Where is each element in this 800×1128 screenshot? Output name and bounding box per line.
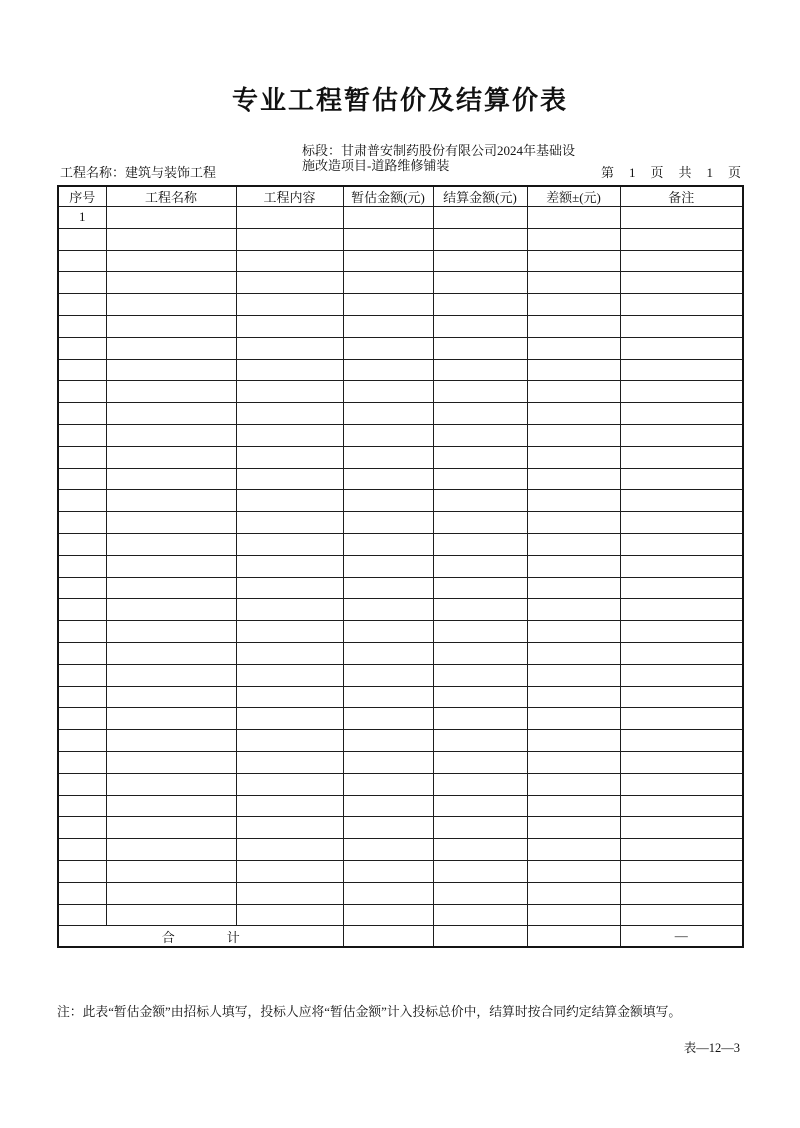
table-cell <box>58 773 106 795</box>
table-cell <box>58 730 106 752</box>
table-cell <box>620 599 743 621</box>
table-cell <box>236 751 343 773</box>
table-cell <box>620 904 743 926</box>
table-row <box>58 708 743 730</box>
table-cell <box>236 555 343 577</box>
table-cell <box>433 381 527 403</box>
table-cell <box>527 730 620 752</box>
table-row <box>58 882 743 904</box>
table-cell <box>620 860 743 882</box>
table-cell <box>236 272 343 294</box>
table-cell <box>620 730 743 752</box>
table-cell <box>620 533 743 555</box>
table-cell <box>620 490 743 512</box>
table-row <box>58 337 743 359</box>
table-cell <box>343 294 433 316</box>
table-cell <box>106 359 236 381</box>
table-cell <box>433 642 527 664</box>
table-cell <box>620 424 743 446</box>
table-cell <box>527 686 620 708</box>
table-cell <box>620 228 743 250</box>
table-cell <box>106 599 236 621</box>
table-cell <box>106 381 236 403</box>
table-cell <box>620 250 743 272</box>
table-cell <box>527 381 620 403</box>
table-cell <box>527 621 620 643</box>
table-cell <box>433 403 527 425</box>
table-cell <box>343 446 433 468</box>
table-cell <box>58 882 106 904</box>
table-cell <box>620 359 743 381</box>
table-cell <box>527 664 620 686</box>
project-name-label: 工程名称： <box>60 165 126 180</box>
table-row <box>58 555 743 577</box>
table-cell <box>58 839 106 861</box>
table-row <box>58 250 743 272</box>
table-cell <box>343 424 433 446</box>
table-cell <box>343 272 433 294</box>
table-cell <box>236 642 343 664</box>
column-header-name: 工程名称 <box>106 186 236 207</box>
table-cell <box>527 795 620 817</box>
table-cell <box>236 250 343 272</box>
table-cell <box>236 468 343 490</box>
table-cell <box>58 751 106 773</box>
table-cell <box>58 708 106 730</box>
table-cell <box>106 403 236 425</box>
table-cell <box>343 730 433 752</box>
table-cell <box>236 621 343 643</box>
table-cell <box>106 882 236 904</box>
table-cell <box>236 817 343 839</box>
table-cell <box>620 337 743 359</box>
table-cell <box>527 207 620 229</box>
table-cell <box>236 359 343 381</box>
table-cell <box>106 860 236 882</box>
form-code: 表—12—3 <box>683 1041 740 1055</box>
table-cell <box>433 490 527 512</box>
table-cell <box>58 904 106 926</box>
table-cell <box>433 337 527 359</box>
table-cell <box>433 860 527 882</box>
table-cell <box>620 315 743 337</box>
table-cell <box>433 904 527 926</box>
table-cell <box>527 904 620 926</box>
table-cell <box>236 686 343 708</box>
table-cell <box>620 708 743 730</box>
table-cell <box>343 250 433 272</box>
column-header-difference: 差额±(元) <box>527 186 620 207</box>
table-cell <box>58 228 106 250</box>
table-cell <box>58 860 106 882</box>
table-row <box>58 642 743 664</box>
table-cell <box>433 795 527 817</box>
table-cell <box>620 446 743 468</box>
table-cell <box>343 860 433 882</box>
table-cell <box>106 642 236 664</box>
table-cell <box>433 207 527 229</box>
table-cell <box>433 751 527 773</box>
table-cell <box>106 839 236 861</box>
table-cell <box>58 468 106 490</box>
section-line-1: 标段：甘肃普安制药股份有限公司2024年基础设 <box>302 143 576 158</box>
table-cell <box>620 686 743 708</box>
table-cell <box>236 446 343 468</box>
table-row <box>58 817 743 839</box>
table-row <box>58 599 743 621</box>
table-cell <box>106 686 236 708</box>
table-cell <box>106 621 236 643</box>
table-cell <box>236 664 343 686</box>
table-row <box>58 359 743 381</box>
table-cell <box>58 381 106 403</box>
table-cell <box>58 795 106 817</box>
table-cell <box>106 228 236 250</box>
table-row <box>58 621 743 643</box>
table-cell <box>527 708 620 730</box>
table-cell <box>236 315 343 337</box>
table-cell <box>106 315 236 337</box>
table-cell <box>527 817 620 839</box>
table-cell <box>343 359 433 381</box>
table-cell <box>236 599 343 621</box>
page-number-info: 第 1 页 共 1 页 <box>600 165 742 180</box>
table-cell <box>106 904 236 926</box>
table-cell <box>433 882 527 904</box>
table-cell <box>433 533 527 555</box>
table-cell <box>343 599 433 621</box>
table-row <box>58 686 743 708</box>
table-cell <box>620 664 743 686</box>
table-cell: 1 <box>58 207 106 229</box>
table-row <box>58 664 743 686</box>
table-row <box>58 860 743 882</box>
table-cell <box>343 207 433 229</box>
section-line-2: 施改造项目-道路维修铺装 <box>302 157 450 173</box>
table-cell <box>106 424 236 446</box>
document-meta <box>57 143 742 183</box>
table-cell <box>58 599 106 621</box>
table-cell <box>620 642 743 664</box>
table-cell <box>620 381 743 403</box>
table-cell <box>433 272 527 294</box>
table-cell <box>343 904 433 926</box>
table-cell <box>58 621 106 643</box>
table-cell <box>58 403 106 425</box>
table-cell <box>106 730 236 752</box>
column-header-seq: 序号 <box>58 186 106 207</box>
table-cell <box>343 403 433 425</box>
table-cell <box>433 250 527 272</box>
table-row <box>58 228 743 250</box>
table-cell <box>343 337 433 359</box>
table-cell <box>527 272 620 294</box>
table-cell <box>433 664 527 686</box>
table-cell <box>236 533 343 555</box>
table-cell <box>58 250 106 272</box>
table-row <box>58 207 743 229</box>
document-title: 专业工程暂估价及结算价表 <box>231 86 568 115</box>
table-cell <box>620 795 743 817</box>
table-cell <box>343 468 433 490</box>
table-cell <box>343 751 433 773</box>
table-cell <box>433 228 527 250</box>
table-cell <box>433 577 527 599</box>
table-cell <box>58 490 106 512</box>
table-row <box>58 730 743 752</box>
table-cell <box>236 228 343 250</box>
table-cell <box>236 424 343 446</box>
table-body <box>58 207 743 926</box>
table-cell <box>433 424 527 446</box>
table-cell <box>433 315 527 337</box>
table-cell <box>433 621 527 643</box>
column-header-remark: 备注 <box>620 186 743 207</box>
table-cell <box>236 708 343 730</box>
project-name-line <box>60 162 216 181</box>
table-cell <box>527 773 620 795</box>
table-cell <box>58 686 106 708</box>
table-row <box>58 403 743 425</box>
table-cell <box>343 512 433 534</box>
table-cell <box>620 207 743 229</box>
table-cell <box>527 468 620 490</box>
table-row <box>58 533 743 555</box>
table-cell <box>527 250 620 272</box>
table-cell <box>343 642 433 664</box>
table-cell <box>58 359 106 381</box>
table-cell <box>106 533 236 555</box>
table-cell <box>433 446 527 468</box>
table-cell <box>343 228 433 250</box>
table-row <box>58 315 743 337</box>
table-cell <box>343 882 433 904</box>
total-remark-cell: — <box>620 926 743 948</box>
table-cell <box>236 839 343 861</box>
table-cell <box>106 446 236 468</box>
table-cell <box>433 708 527 730</box>
table-cell <box>343 555 433 577</box>
table-cell <box>343 577 433 599</box>
table-cell <box>58 272 106 294</box>
table-cell <box>527 446 620 468</box>
table-cell <box>106 555 236 577</box>
table-cell <box>527 228 620 250</box>
table-cell <box>236 337 343 359</box>
table-cell <box>620 468 743 490</box>
column-header-estimate: 暂估金额(元) <box>343 186 433 207</box>
table-cell <box>343 533 433 555</box>
table-cell <box>58 555 106 577</box>
table-cell <box>106 512 236 534</box>
table-row <box>58 272 743 294</box>
table-cell <box>236 381 343 403</box>
table-cell <box>527 599 620 621</box>
table-cell <box>433 686 527 708</box>
table-cell <box>620 817 743 839</box>
table-cell <box>58 664 106 686</box>
provisional-sum-table <box>57 185 744 948</box>
table-cell <box>527 294 620 316</box>
table-cell <box>527 577 620 599</box>
table-cell <box>620 751 743 773</box>
table-row <box>58 468 743 490</box>
table-cell <box>236 860 343 882</box>
table-cell <box>106 294 236 316</box>
table-cell <box>620 403 743 425</box>
table-cell <box>620 512 743 534</box>
table-header-row <box>58 186 743 207</box>
table-row <box>58 577 743 599</box>
project-name-value: 建筑与装饰工程 <box>125 165 217 180</box>
total-estimate-cell <box>343 926 433 948</box>
table-cell <box>343 817 433 839</box>
table-cell <box>106 337 236 359</box>
table-cell <box>343 315 433 337</box>
total-difference-cell <box>527 926 620 948</box>
table-cell <box>236 207 343 229</box>
total-row <box>58 926 743 948</box>
table-cell <box>433 773 527 795</box>
table-cell <box>58 512 106 534</box>
table-row <box>58 795 743 817</box>
table-cell <box>433 730 527 752</box>
table-row <box>58 490 743 512</box>
table-cell <box>527 533 620 555</box>
table-row <box>58 446 743 468</box>
table-cell <box>343 686 433 708</box>
table-cell <box>58 533 106 555</box>
table-cell <box>433 555 527 577</box>
table-cell <box>236 904 343 926</box>
table-cell <box>343 664 433 686</box>
table-cell <box>106 751 236 773</box>
table-cell <box>58 642 106 664</box>
table-cell <box>433 359 527 381</box>
table-row <box>58 424 743 446</box>
table-cell <box>527 403 620 425</box>
table-cell <box>527 512 620 534</box>
table-cell <box>343 381 433 403</box>
table-cell <box>236 730 343 752</box>
table-cell <box>106 272 236 294</box>
table-cell <box>106 708 236 730</box>
table-cell <box>236 294 343 316</box>
table-cell <box>527 315 620 337</box>
table-row <box>58 839 743 861</box>
table-row <box>58 512 743 534</box>
table-cell <box>620 577 743 599</box>
table-row <box>58 381 743 403</box>
table-row <box>58 294 743 316</box>
table-cell <box>527 642 620 664</box>
table-cell <box>527 555 620 577</box>
table-cell <box>620 272 743 294</box>
table-cell <box>106 817 236 839</box>
table-cell <box>58 577 106 599</box>
table-cell <box>433 294 527 316</box>
table-row <box>58 773 743 795</box>
table-cell <box>58 337 106 359</box>
table-cell <box>343 490 433 512</box>
footnote: 注：此表“暂估金额”由招标人填写，投标人应将“暂估金额”计入投标总价中，结算时按合同约定结算金额填写。 <box>57 1005 682 1019</box>
table-cell <box>620 839 743 861</box>
total-settlement-cell <box>433 926 527 948</box>
table-cell <box>236 577 343 599</box>
table-cell <box>58 315 106 337</box>
table-cell <box>343 773 433 795</box>
table-cell <box>343 621 433 643</box>
table-cell <box>620 621 743 643</box>
table-cell <box>527 337 620 359</box>
table-cell <box>620 294 743 316</box>
table-cell <box>433 468 527 490</box>
table-cell <box>236 795 343 817</box>
table-cell <box>106 795 236 817</box>
table-cell <box>620 773 743 795</box>
table-cell <box>433 839 527 861</box>
table-cell <box>527 424 620 446</box>
table-cell <box>527 359 620 381</box>
total-label-cell: 合 计 <box>58 926 343 948</box>
table-cell <box>433 817 527 839</box>
table-cell <box>106 577 236 599</box>
table-cell <box>58 424 106 446</box>
table-cell <box>527 490 620 512</box>
column-header-content: 工程内容 <box>236 186 343 207</box>
table-cell <box>106 468 236 490</box>
table-cell <box>236 490 343 512</box>
column-header-settlement: 结算金额(元) <box>433 186 527 207</box>
table-cell <box>620 555 743 577</box>
table-cell <box>236 882 343 904</box>
table-cell <box>527 751 620 773</box>
table-cell <box>58 817 106 839</box>
table-cell <box>527 860 620 882</box>
table-cell <box>343 839 433 861</box>
table-cell <box>106 250 236 272</box>
table-cell <box>527 882 620 904</box>
table-cell <box>106 490 236 512</box>
table-cell <box>433 512 527 534</box>
table-cell <box>58 294 106 316</box>
table-cell <box>106 207 236 229</box>
table-row <box>58 751 743 773</box>
table-cell <box>620 882 743 904</box>
table-cell <box>236 773 343 795</box>
table-cell <box>236 512 343 534</box>
table-cell <box>58 446 106 468</box>
table-cell <box>343 795 433 817</box>
table-cell <box>236 403 343 425</box>
table-row <box>58 904 743 926</box>
table-cell <box>527 839 620 861</box>
table-cell <box>343 708 433 730</box>
table-cell <box>106 773 236 795</box>
table-cell <box>433 599 527 621</box>
table-cell <box>106 664 236 686</box>
